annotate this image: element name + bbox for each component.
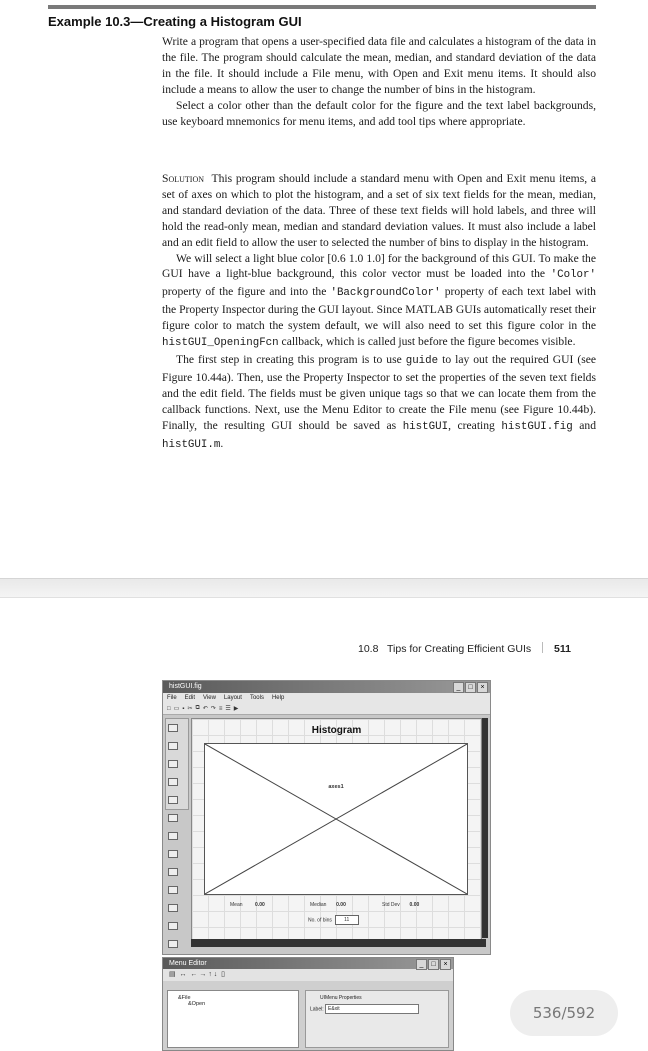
std-label: Std Dev <box>382 902 400 908</box>
menu-file[interactable]: File <box>167 695 177 701</box>
listbox-tool-icon[interactable] <box>168 850 178 858</box>
close-icon[interactable]: × <box>477 682 488 693</box>
bins-label: No. of bins <box>308 917 332 924</box>
text-tool-icon[interactable] <box>168 814 178 822</box>
page-separator <box>0 578 648 598</box>
menu-editor-window <box>162 957 454 1051</box>
new-item-icon[interactable]: ↔ <box>179 971 187 978</box>
maximize-icon[interactable]: □ <box>465 682 476 693</box>
run-icon[interactable]: ▶ <box>233 706 239 712</box>
solution-p2-a: We will select a light blue color [0.6 1.0 1.0] for the background of this GUI. To make the GUI have a light-blue background, this color vector must be loaded into the <box>162 251 596 281</box>
solution-p2-b: property of the figure and into the <box>162 285 327 299</box>
median-row <box>310 902 346 908</box>
guide-window <box>162 680 491 955</box>
copy-icon[interactable]: ⧉ <box>195 705 200 711</box>
running-head <box>358 642 571 655</box>
solution-p3-a: The first step in creating this program is to use <box>176 352 402 366</box>
solution-paragraph-3 <box>162 352 596 453</box>
median-label: Median <box>310 902 327 908</box>
axes-cross <box>205 744 467 894</box>
problem-paragraph-2: Select a color other than the default color for the figure and the text label backgrounds, use keyboard mnemonics for menu items, and add tool tips where appropriate. <box>162 98 596 128</box>
me-close-icon[interactable]: × <box>440 959 451 970</box>
move-up-icon[interactable]: ↑ <box>208 971 212 978</box>
select-tool-icon[interactable] <box>168 724 178 732</box>
code-color: 'Color' <box>550 269 596 282</box>
panel-tool-icon[interactable] <box>168 904 178 912</box>
axes-tag: axes1 <box>328 784 344 790</box>
bins-edit-field[interactable]: 11 <box>335 915 359 925</box>
menu-help[interactable]: Help <box>271 695 285 701</box>
checkbox-tool-icon[interactable] <box>168 778 178 786</box>
solution-p2-c: property of each text label with the Property Inspector during the GUI layout. Since MATLAB GUIs automatically reset their figure color to match the system default, we will also need to set this figure color in the <box>162 285 596 333</box>
layout-canvas[interactable] <box>191 718 482 940</box>
solution-label: Solution <box>162 172 204 185</box>
minimize-icon[interactable]: _ <box>453 682 464 693</box>
menu-tree <box>167 990 299 1048</box>
menu-edit[interactable]: Edit <box>184 695 196 701</box>
solution-p3-b: to lay out the required GUI (see Figure 10.44a). Then, use the Property Inspector to set the properties of the seven text fields and the edit field. The fields must be given unique tags so that we can locate them from the callback functions. Next, use the Menu Editor to create the File menu (see Figure 10.44b). Finally, the resulting GUI should be saved as <box>162 352 597 432</box>
code-histgui: histGUI <box>402 420 449 433</box>
uimenu-properties <box>305 990 449 1048</box>
menu-layout[interactable]: Layout <box>223 695 242 701</box>
guide-titlebar <box>163 681 490 693</box>
menu-editor-titlebar <box>163 958 453 969</box>
solution-text <box>162 171 596 453</box>
top-rule <box>48 5 596 9</box>
window-controls <box>453 682 488 693</box>
menu-editor-title: Menu Editor <box>169 960 207 967</box>
menu-editor-icon[interactable]: ☰ <box>225 706 231 712</box>
solution-p1-text: This program should include a standard menu with Open and Exit menu items, a set of axes on which to plot the histogram, and a set of six text fields for the mean, median, and standard deviation of the data. Three of these text fields will hold labels, and three will hold the read-only mean, median and standard deviation values. It must also include a label and an edit field to allow the user to selected the number of bins to display in the histogram. <box>162 172 597 249</box>
solution-p3-c: , creating <box>448 418 495 432</box>
mean-row <box>230 902 265 908</box>
menu-tools[interactable]: Tools <box>249 695 264 701</box>
solution-p3-d: and <box>579 418 597 432</box>
props-label-label: Label: <box>310 1006 324 1013</box>
std-value: 0.00 <box>409 902 420 908</box>
code-openingfcn: histGUI_OpeningFcn <box>162 337 279 350</box>
redo-icon[interactable]: ↷ <box>210 706 216 712</box>
problem-statement <box>162 34 596 129</box>
solution-paragraph-1 <box>162 171 596 251</box>
menu-editor-toolbar <box>163 969 453 981</box>
guide-window-title: histGUI.fig <box>169 683 202 690</box>
tree-item-file[interactable]: &File <box>178 995 191 1001</box>
code-histgui-m: histGUI.m <box>162 438 221 451</box>
move-down-icon[interactable]: ↓ <box>213 971 218 978</box>
new-icon[interactable]: □ <box>167 705 171 712</box>
head-divider <box>542 642 543 653</box>
toggle-tool-icon[interactable] <box>168 922 178 930</box>
menu-editor-controls <box>416 959 451 970</box>
mean-value: 0.00 <box>255 902 265 908</box>
histogram-title: Histogram <box>311 725 362 736</box>
code-histgui-fig: histGUI.fig <box>501 420 573 433</box>
guide-toolbar <box>163 703 490 715</box>
example-title: Example 10.3—Creating a Histogram GUI <box>48 14 302 29</box>
slider-tool-icon[interactable] <box>168 832 178 840</box>
section-number: 10.8 <box>358 643 379 655</box>
save-icon[interactable]: ▪ <box>182 705 185 712</box>
move-left-icon[interactable]: ← <box>190 971 198 978</box>
undo-icon[interactable]: ↶ <box>202 706 208 712</box>
align-icon[interactable]: ≡ <box>218 705 223 712</box>
move-right-icon[interactable]: → <box>199 971 207 978</box>
code-backgroundcolor: 'BackgroundColor' <box>330 287 441 300</box>
me-maximize-icon[interactable]: □ <box>428 959 439 970</box>
problem-paragraph-1: Write a program that opens a user-specified data file and calculates a histogram of the data in the file. The program should calculate the mean, median, and standard deviation of the data in the file. It should include a File menu, with Open and Exit menu items. It should also include a means to allow the user to change the number of bins in the histogram. <box>162 35 596 96</box>
menu-view[interactable]: View <box>203 695 216 701</box>
page-counter-badge: 536/592 <box>510 990 618 1036</box>
solution-p2-d: callback, which is called just before the figure becomes visible. <box>281 335 576 349</box>
pushbutton-tool-icon[interactable] <box>168 742 178 750</box>
guide-menubar <box>163 693 490 703</box>
delete-icon[interactable]: ▯ <box>221 971 226 978</box>
vertical-scrollbar[interactable] <box>482 718 488 938</box>
new-menu-icon[interactable]: ▤ <box>169 971 176 978</box>
props-title: UIMenu Properties <box>320 995 362 1001</box>
axes-tool-icon[interactable] <box>168 886 178 894</box>
props-label-field[interactable]: E&xit <box>325 1004 419 1014</box>
me-minimize-icon[interactable]: _ <box>416 959 427 970</box>
section-title: Tips for Creating Efficient GUIs <box>387 643 532 655</box>
bins-row <box>308 915 359 925</box>
open-icon[interactable]: ▭ <box>173 706 180 712</box>
cut-icon[interactable]: ✂ <box>187 706 193 712</box>
tree-item-open[interactable]: &Open <box>188 1001 206 1007</box>
code-guide: guide <box>405 354 439 367</box>
activex-tool-icon[interactable] <box>168 940 178 948</box>
page-number: 511 <box>553 643 571 655</box>
component-palette <box>165 718 189 810</box>
edit-tool-icon[interactable] <box>168 796 178 804</box>
solution-paragraph-2 <box>162 251 596 352</box>
solution-p3-e: . <box>220 436 224 450</box>
mean-label: Mean <box>230 902 243 908</box>
radio-tool-icon[interactable] <box>168 760 178 768</box>
popup-tool-icon[interactable] <box>168 868 178 876</box>
horizontal-scrollbar[interactable] <box>191 939 486 947</box>
median-value: 0.00 <box>336 902 346 908</box>
axes-placeholder[interactable] <box>204 743 468 895</box>
std-row <box>382 902 419 908</box>
